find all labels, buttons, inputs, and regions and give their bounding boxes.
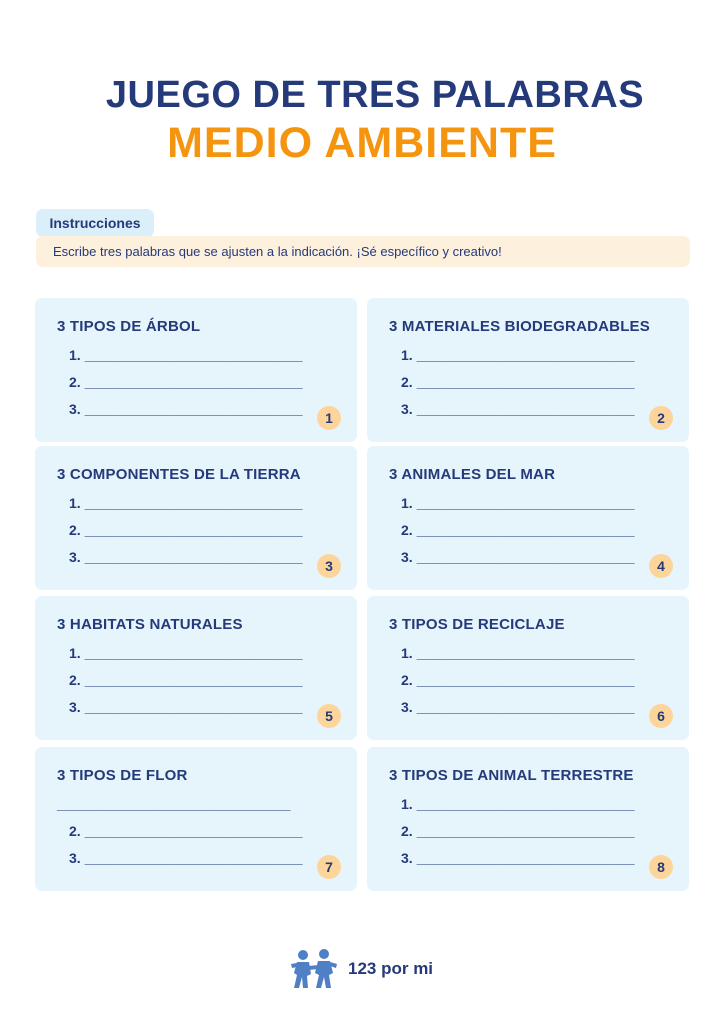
answer-line: 1. ____________________________ <box>401 796 635 812</box>
answer-line: 3. ____________________________ <box>401 549 635 565</box>
card-title: 3 MATERIALES BIODEGRADABLES <box>389 318 650 335</box>
answer-line: 2. ____________________________ <box>401 522 635 538</box>
answer-line: 2. ____________________________ <box>401 672 635 688</box>
prompt-card <box>35 446 357 590</box>
prompt-card <box>367 596 689 740</box>
card-number-badge: 7 <box>317 855 341 879</box>
card-title: 3 COMPONENTES DE LA TIERRA <box>57 466 301 483</box>
card-title: 3 ANIMALES DEL MAR <box>389 466 556 483</box>
answer-line: ______________________________ <box>57 796 291 812</box>
prompt-card <box>35 747 357 891</box>
card-title: 3 HABITATS NATURALES <box>57 616 243 633</box>
answer-line: 1. ____________________________ <box>69 645 303 661</box>
card-number-badge: 4 <box>649 554 673 578</box>
answer-line: 3. ____________________________ <box>69 401 303 417</box>
answer-line: 2. ____________________________ <box>69 374 303 390</box>
answer-line: 3. ____________________________ <box>69 549 303 565</box>
answer-line: 2. ____________________________ <box>69 823 303 839</box>
answer-line: 1. ____________________________ <box>401 347 635 363</box>
card-number-badge: 8 <box>649 855 673 879</box>
prompt-card <box>367 747 689 891</box>
card-title: 3 TIPOS DE RECICLAJE <box>389 616 565 633</box>
answer-line: 3. ____________________________ <box>401 401 635 417</box>
instructions-text: Escribe tres palabras que se ajusten a la indicación. ¡Sé específico y creativo! <box>36 236 690 267</box>
card-number-badge: 5 <box>317 704 341 728</box>
prompt-card <box>35 596 357 740</box>
card-number-badge: 6 <box>649 704 673 728</box>
card-number-badge: 2 <box>649 406 673 430</box>
footer-brand <box>290 946 433 992</box>
answer-line: 3. ____________________________ <box>69 850 303 866</box>
answer-line: 3. ____________________________ <box>401 699 635 715</box>
answer-line: 2. ____________________________ <box>69 522 303 538</box>
answer-line: 3. ____________________________ <box>401 850 635 866</box>
prompt-card <box>367 446 689 590</box>
brand-name: 123 por mi <box>348 959 434 978</box>
answer-line: 2. ____________________________ <box>401 823 635 839</box>
worksheet-title: JUEGO DE TRES PALABRAS <box>105 74 645 116</box>
answer-line: 1. ____________________________ <box>69 347 303 363</box>
instructions-tab: Instrucciones <box>36 209 154 237</box>
card-number-badge: 1 <box>317 406 341 430</box>
answer-line: 1. ____________________________ <box>401 645 635 661</box>
prompt-card <box>35 298 357 442</box>
card-number-badge: 3 <box>317 554 341 578</box>
card-title: 3 TIPOS DE FLOR <box>57 767 188 784</box>
answer-line: 2. ____________________________ <box>401 374 635 390</box>
answer-line: 3. ____________________________ <box>69 699 303 715</box>
prompt-card <box>367 298 689 442</box>
card-title: 3 TIPOS DE ÁRBOL <box>57 318 201 335</box>
worksheet-subtitle: MEDIO AMBIENTE <box>167 119 557 167</box>
answer-line: 1. ____________________________ <box>401 495 635 511</box>
card-title: 3 TIPOS DE ANIMAL TERRESTRE <box>389 767 634 784</box>
two-kids-running-icon <box>290 946 338 992</box>
answer-line: 2. ____________________________ <box>69 672 303 688</box>
answer-line: 1. ____________________________ <box>69 495 303 511</box>
